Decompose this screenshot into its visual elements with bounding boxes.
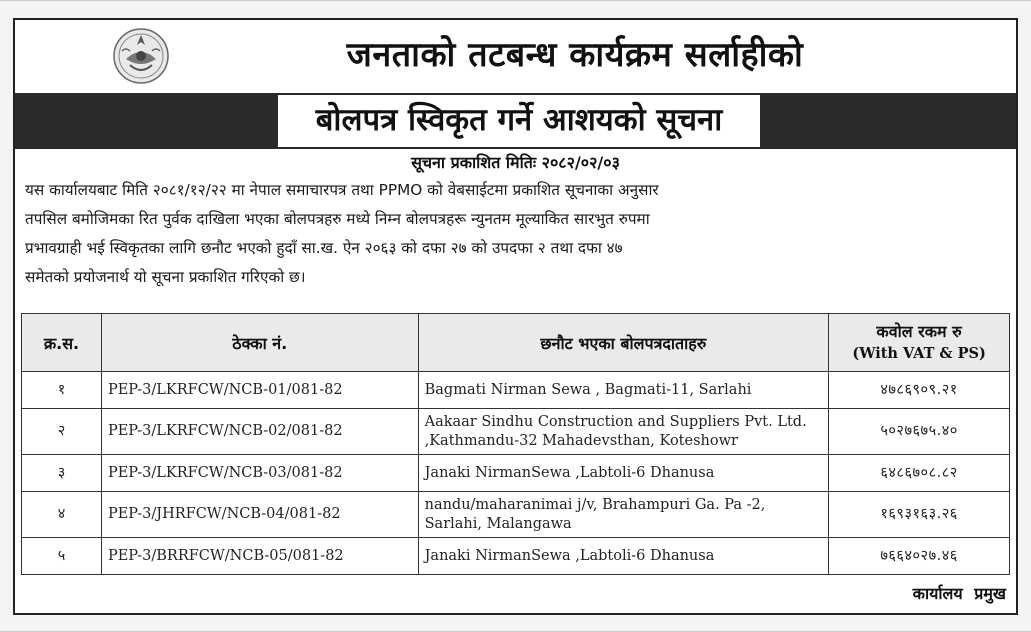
sn-cell: ३ <box>22 455 102 492</box>
body-line: प्रभावग्राही भई स्विकृतका लागि छनौट भएको हुदाँ सा.ख. ऐन २०६३ को दफा २७ को उपदफा २ तथा दफा ४७ <box>25 239 623 257</box>
bidder-cell: Aakaar Sindhu Construction and Suppliers Pvt. Ltd. ,Kathmandu-32 Mahadevsthan, Koteshowr <box>418 409 829 455</box>
body-line: समेतको प्रयोजनार्थ यो सूचना प्रकाशित गरिएको छ। <box>25 268 306 286</box>
amount-header-sub: (With VAT & PS) <box>852 344 986 362</box>
sn-cell: ४ <box>22 492 102 538</box>
table-row <box>22 372 1010 409</box>
amount-header-label: कवोल रकम रु <box>876 321 962 341</box>
published-date: सूचना प्रकाशित मितिः २०८२/०२/०३ <box>411 153 620 172</box>
sn-cell: २ <box>22 409 102 455</box>
table-row <box>22 455 1010 492</box>
bidder-header: छनौट भएका बोलपत्रदाताहरु <box>418 314 829 372</box>
contract-cell: PEP-3/LKRFCW/NCB-02/081-82 <box>101 409 418 455</box>
notice-banner <box>15 93 1016 149</box>
body-line: यस कार्यालयबाट मिति २०८१/१२/२२ मा नेपाल समाचारपत्र तथा PPMO को वेबसाईटमा प्रकाशित सूचनाका अनुसार <box>25 181 659 199</box>
bidder-cell: Janaki NirmanSewa ,Labtoli-6 Dhanusa <box>418 455 829 492</box>
amount-cell: १६९३१६३.२६ <box>829 492 1010 538</box>
amount-cell: ६४८६७०८.८२ <box>829 455 1010 492</box>
notice-frame <box>13 18 1018 615</box>
amount-cell: ५०२७६७५.४० <box>829 409 1010 455</box>
office-title: जनताको तटबन्ध कार्यक्रम सर्लाहीको <box>346 35 804 75</box>
bidder-cell: nandu/maharanimai j/v, Brahampuri Ga. Pa -2, Sarlahi, Malangawa <box>418 492 829 538</box>
contract-header: ठेक्का नं. <box>101 314 418 372</box>
contracts-table <box>21 313 1010 575</box>
bidder-cell: Bagmati Nirman Sewa , Bagmati-11, Sarlahi <box>418 372 829 409</box>
table-row <box>22 492 1010 538</box>
notice-body <box>25 176 1010 292</box>
body-line: तपसिल बमोजिमका रित पुर्वक दाखिला भएका बोलपत्रहरु मध्ये निम्न बोलपत्रहरू न्युनतम मूल्याकित सारभुत रुपमा <box>25 210 650 228</box>
sn-cell: १ <box>22 372 102 409</box>
notice-heading: बोलपत्र स्विकृत गर्ने आशयको सूचना <box>278 95 760 147</box>
office-chief-signature: कार्यालय प्रमुख <box>912 584 1006 603</box>
sn-header: क्र.स. <box>22 314 102 372</box>
contract-cell: PEP-3/LKRFCW/NCB-03/081-82 <box>101 455 418 492</box>
table-header-row <box>22 314 1010 372</box>
sn-cell: ५ <box>22 538 102 575</box>
notice-header <box>15 20 1016 93</box>
amount-header <box>829 314 1010 372</box>
contract-cell: PEP-3/BRRFCW/NCB-05/081-82 <box>101 538 418 575</box>
amount-cell: ४७८६९०९.२१ <box>829 372 1010 409</box>
table-row <box>22 538 1010 575</box>
contract-cell: PEP-3/LKRFCW/NCB-01/081-82 <box>101 372 418 409</box>
amount-cell: ७६६४०२७.४६ <box>829 538 1010 575</box>
nepal-emblem-icon <box>112 27 170 85</box>
table-row <box>22 409 1010 455</box>
bidder-cell: Janaki NirmanSewa ,Labtoli-6 Dhanusa <box>418 538 829 575</box>
contract-cell: PEP-3/JHRFCW/NCB-04/081-82 <box>101 492 418 538</box>
